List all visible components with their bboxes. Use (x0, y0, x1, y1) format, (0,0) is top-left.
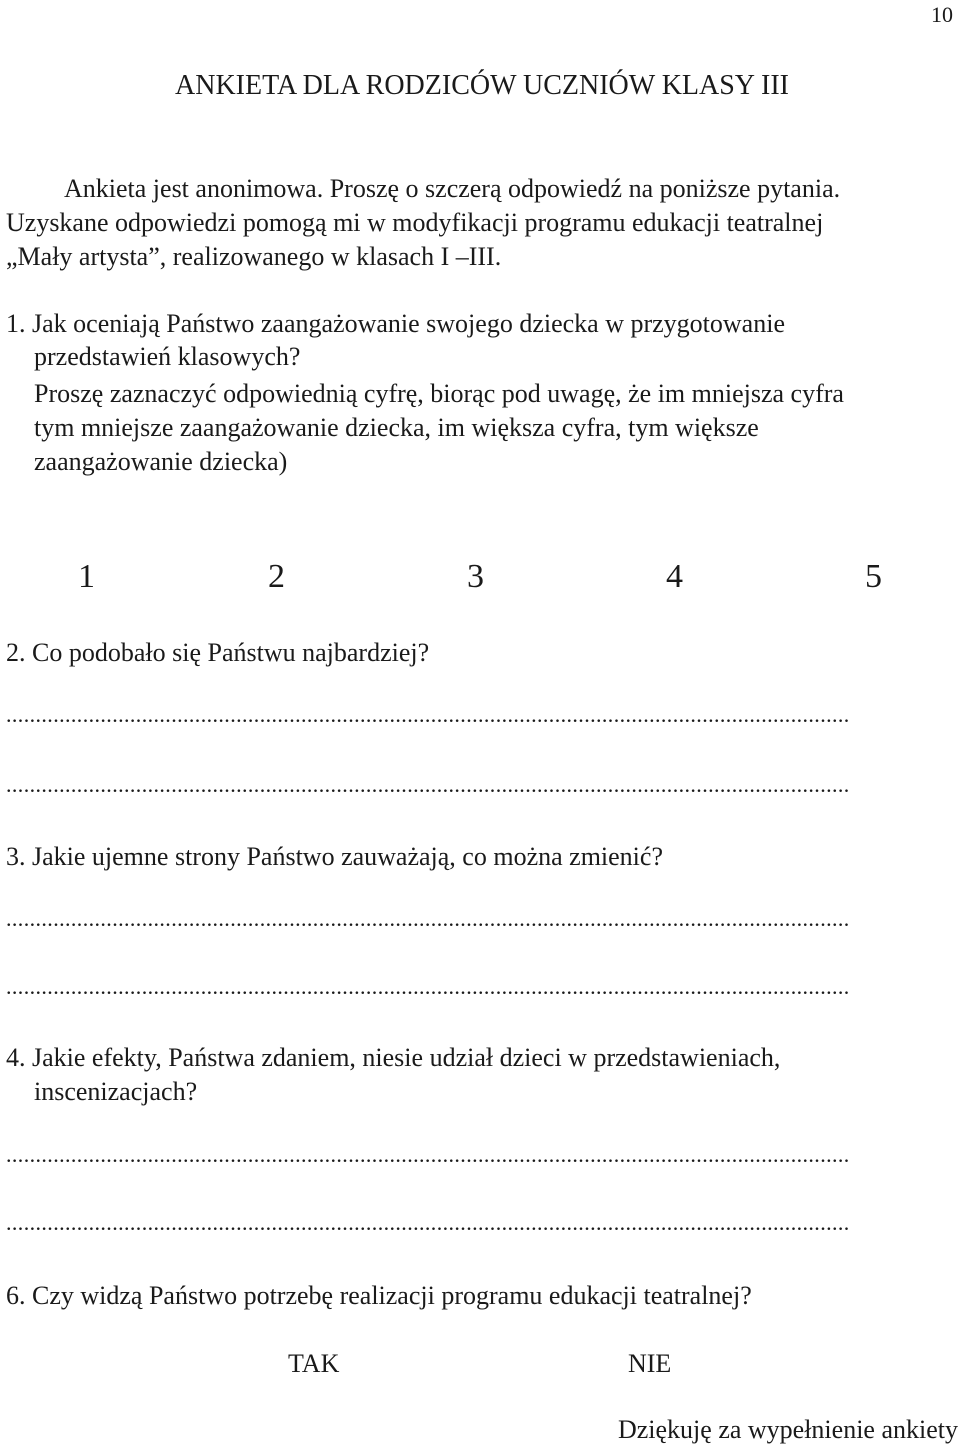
question-1-instruction: Proszę zaznaczyć odpowiednią cyfrę, biorąc pod uwagę, że im mniejsza cyfra (34, 379, 844, 408)
answer-line[interactable]: ............................................................................................................................................... (6, 702, 850, 727)
question-4-text: 4. Jakie efekty, Państwa zdaniem, niesie udział dzieci w przedstawieniach, (6, 1043, 781, 1072)
answer-yes[interactable]: TAK (288, 1349, 340, 1378)
rating-option-2[interactable]: 2 (268, 558, 285, 595)
answer-no[interactable]: NIE (628, 1349, 672, 1378)
rating-option-1[interactable]: 1 (78, 558, 95, 595)
intro-line: Ankieta jest anonimowa. Proszę o szczerą odpowiedź na poniższe pytania. (64, 174, 841, 203)
answer-line[interactable]: ............................................................................................................................................... (6, 906, 850, 931)
question-1-text: przedstawień klasowych? (34, 342, 301, 371)
question-2-text: 2. Co podobało się Państwu najbardziej? (6, 638, 430, 667)
question-1-text: 1. Jak oceniają Państwo zaangażowanie swojego dziecka w przygotowanie (6, 309, 785, 338)
closing-thanks: Dziękuję za wypełnienie ankiety (617, 1415, 958, 1444)
question-4-text: inscenizacjach? (34, 1077, 198, 1106)
rating-option-5[interactable]: 5 (865, 558, 882, 595)
page-number: 10 (931, 2, 953, 27)
rating-option-3[interactable]: 3 (467, 558, 484, 595)
survey-title: ANKIETA DLA RODZICÓW UCZNIÓW KLASY III (175, 70, 789, 101)
intro-line: Uzyskane odpowiedzi pomogą mi w modyfikacji programu edukacji teatralnej (6, 208, 824, 237)
answer-line[interactable]: ............................................................................................................................................... (6, 974, 850, 999)
question-6-text: 6. Czy widzą Państwo potrzebę realizacji programu edukacji teatralnej? (6, 1281, 752, 1310)
answer-line[interactable]: ............................................................................................................................................... (6, 1210, 850, 1235)
rating-option-4[interactable]: 4 (666, 558, 683, 595)
answer-line[interactable]: ............................................................................................................................................... (6, 772, 850, 797)
answer-line[interactable]: ............................................................................................................................................... (6, 1142, 850, 1167)
question-3-text: 3. Jakie ujemne strony Państwo zauważają, co można zmienić? (6, 842, 663, 871)
question-1-instruction: tym mniejsze zaangażowanie dziecka, im większa cyfra, tym większe (34, 413, 759, 442)
question-1-instruction: zaangażowanie dziecka) (34, 447, 288, 476)
intro-line: „Mały artysta”, realizowanego w klasach I –III. (6, 242, 502, 271)
